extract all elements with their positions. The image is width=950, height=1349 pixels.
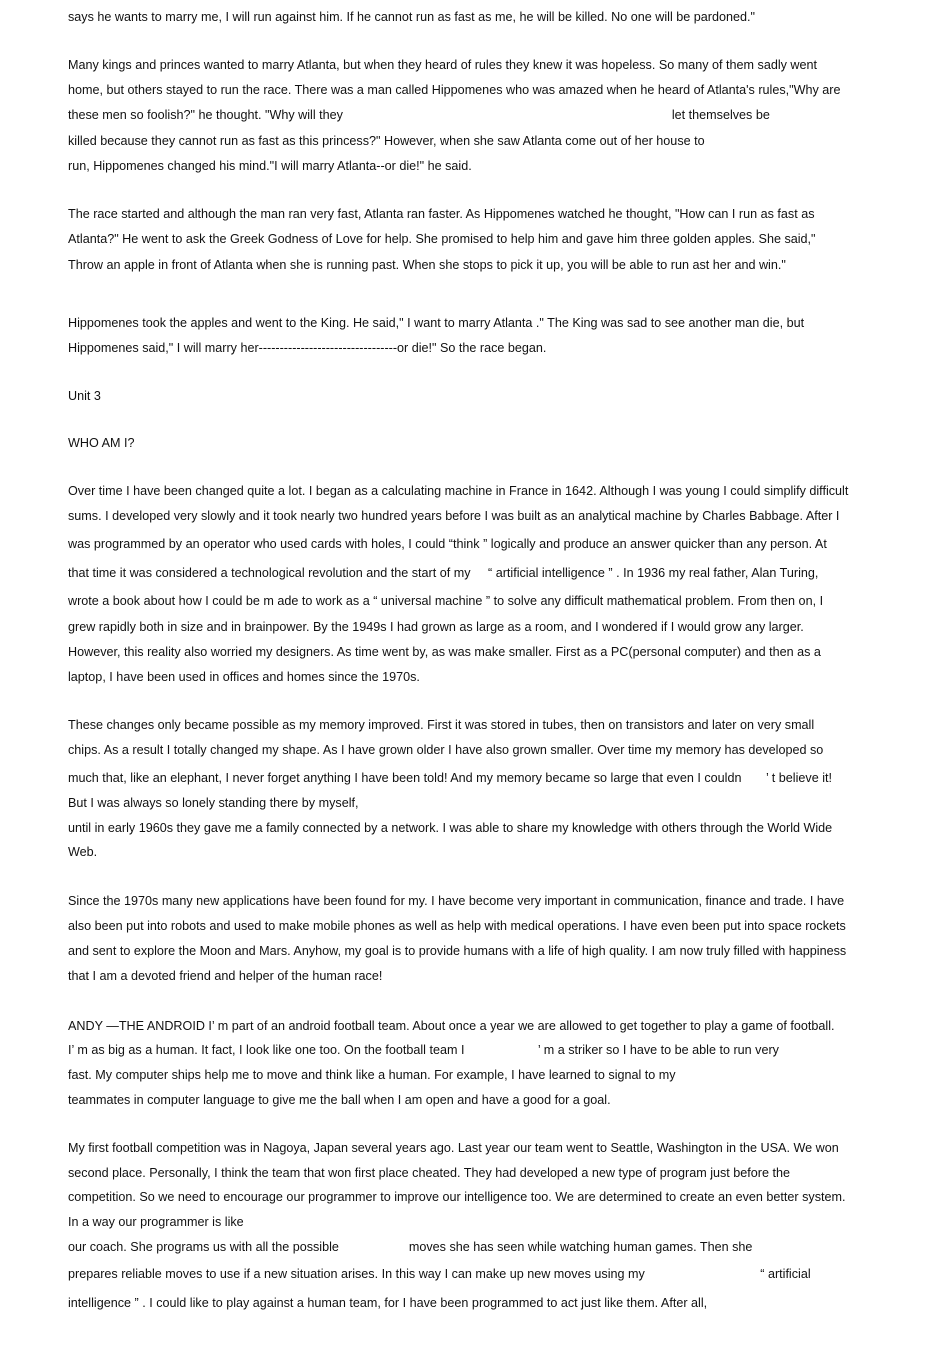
text-line: competition. So we need to encourage our programmer to improve our intelligence too. We are determined to create an even better system. — [68, 1190, 846, 1204]
section-heading: Unit 3 — [68, 389, 101, 403]
text-line: Throw an apple in front of Atlanta when she is running past. When she stops to pick it up, you will be able to run ast her and win." — [68, 258, 786, 272]
text-line: Hippomenes took the apples and went to the King. He said," I want to marry Atlanta ." The King was sad to see another man die, but — [68, 316, 805, 330]
text-line: Since the 1970s many new applications have been found for my. I have become very important in communication, finance and trade. I have — [68, 894, 845, 908]
text-line: that I am a devoted friend and helper of the human race! — [68, 969, 383, 983]
text-line: second place. Personally, I think the team that won first place cheated. They had developed a new type of program just before the — [68, 1166, 791, 1180]
text-line: prepares reliable moves to use if a new situation arises. In this way I can make up new moves using my “ artificial — [68, 1267, 811, 1281]
text-line: chips. As a result I totally changed my shape. As I have grown older I have also grown smaller. Over time my memory has developed so — [68, 743, 824, 757]
text-line: until in early 1960s they gave me a family connected by a network. I was able to share my knowledge with others through the World Wide — [68, 821, 833, 835]
text-line: In a way our programmer is like — [68, 1215, 244, 1229]
text-line: killed because they cannot run as fast as this princess?" However, when she saw Atlanta come out of her house to — [68, 134, 705, 148]
text-line: home, but others stayed to run the race. There was a man called Hippomenes who was amazed when he heard of Atlanta's rules,"Why are — [68, 83, 841, 97]
text-line: sums. I developed very slowly and it took nearly two hundred years before I was built as an analytical machine by Charles Babbage. After I — [68, 509, 840, 523]
text-line: also been put into robots and used to make mobile phones as well as help with medical operations. I have even been put into space rockets — [68, 919, 846, 933]
text-line: and sent to explore the Moon and Mars. Anyhow, my goal is to provide humans with a life of high quality. I am now truly filled with happiness — [68, 944, 847, 958]
text-line: intelligence ” . I could like to play against a human team, for I have been programmed to act just like them. After all, — [68, 1296, 708, 1310]
text-line: much that, like an elephant, I never forget anything I have been told! And my memory became so large that even I couldn ’ t believe it! — [68, 771, 832, 785]
text-line: Web. — [68, 845, 98, 859]
text-line: these men so foolish?" he thought. "Why will they let themselves be — [68, 108, 770, 122]
text-line: These changes only became possible as my memory improved. First it was stored in tubes, then on transistors and later on very small — [68, 718, 815, 732]
text-line: ANDY —THE ANDROID I’ m part of an android football team. About once a year we are allowed to get together to play a game of football. — [68, 1019, 835, 1033]
text-line: Hippomenes said," I will marry her---------------------------------or die!" So the race began. — [68, 341, 547, 355]
text-line: our coach. She programs us with all the possible moves she has seen while watching human games. Then she — [68, 1240, 753, 1254]
text-line: was programmed by an operator who used cards with holes, I could “think ” logically and produce an answer quicker than any person. At — [68, 537, 827, 551]
text-line: The race started and although the man ran very fast, Atlanta ran faster. As Hippomenes watched he thought, "How can I run as fast as — [68, 207, 815, 221]
text-line: laptop, I have been used in offices and homes since the 1970s. — [68, 670, 420, 684]
text-line: fast. My computer ships help me to move and think like a human. For example, I have learned to signal to my — [68, 1068, 676, 1082]
text-line: grew rapidly both in size and in brainpower. By the 1949s I had grown as large as a room, and I wondered if I would grow any larger. — [68, 620, 804, 634]
text-line: wrote a book about how I could be m ade to work as a “ universal machine ” to solve any difficult mathematical problem. From then on, I — [68, 594, 824, 608]
text-line: says he wants to marry me, I will run against him. If he cannot run as fast as me, he will be killed. No one will be pardoned." — [68, 10, 755, 24]
text-line: Over time I have been changed quite a lot. I began as a calculating machine in France in 1642. Although I was young I could simplify difficult — [68, 484, 849, 498]
text-line: I’ m as big as a human. It fact, I look like one too. On the football team I ’ m a striker so I have to be able to run very — [68, 1043, 779, 1057]
text-line: However, this reality also worried my designers. As time went by, as was make smaller. First as a PC(personal computer) and then as a — [68, 645, 821, 659]
text-line: But I was always so lonely standing there by myself, — [68, 796, 359, 810]
text-line: My first football competition was in Nagoya, Japan several years ago. Last year our team went to Seattle, Washington in the USA. We won — [68, 1141, 839, 1155]
article-title: WHO AM I? — [68, 436, 135, 450]
text-line: Atlanta?" He went to ask the Greek Godness of Love for help. She promised to help him and gave him three golden apples. She said," — [68, 232, 816, 246]
text-line: that time it was considered a technological revolution and the start of my “ artificial intelligence ” . In 1936 my real father, Alan Turing, — [68, 566, 819, 580]
text-line: run, Hippomenes changed his mind."I will marry Atlanta--or die!" he said. — [68, 159, 472, 173]
text-line: teammates in computer language to give me the ball when I am open and have a good for a goal. — [68, 1093, 611, 1107]
text-line: Many kings and princes wanted to marry Atlanta, but when they heard of rules they knew it was hopeless. So many of them sadly went — [68, 58, 818, 72]
